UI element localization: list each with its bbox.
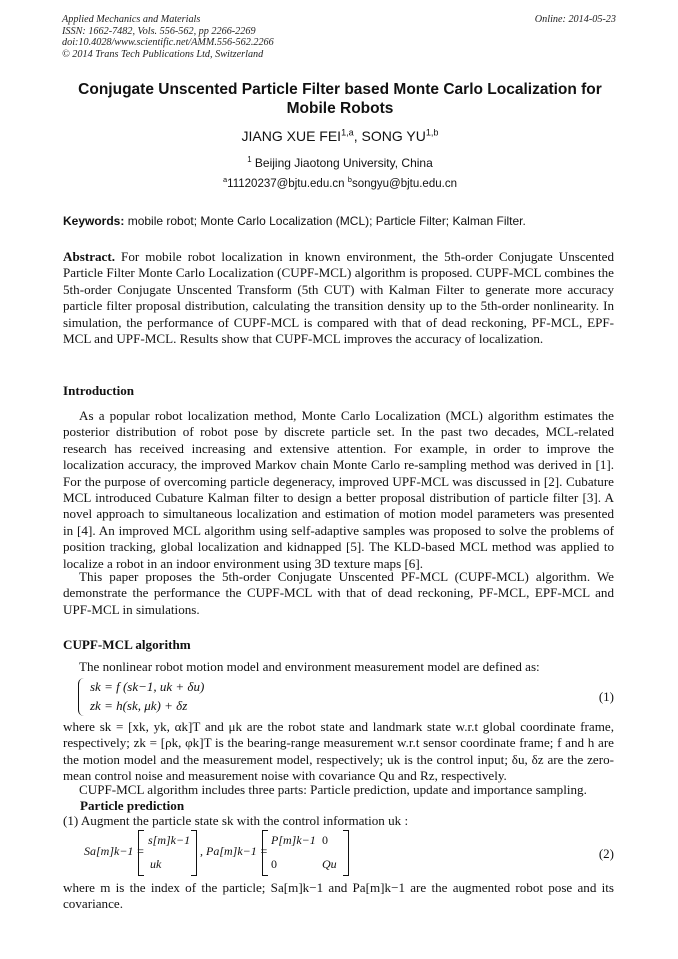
intro-paragraph-2: This paper proposes the 5th-order Conjugate Unscented PF-MCL (CUPF-MCL) algorithm. We demonstrate the performance the CUPF-MCL with that of dead reckoning, PF-MCL, EPF-MCL and UPF-MCL in simulations. bbox=[63, 569, 614, 617]
journal-header bbox=[62, 14, 616, 60]
equation-1-number: (1) bbox=[598, 689, 614, 704]
abstract-label: Abstract. bbox=[63, 249, 115, 264]
title-line-1: Conjugate Unscented Particle Filter based Monte Carlo Localization for bbox=[78, 81, 602, 98]
equation-2-p12: 0 bbox=[322, 833, 328, 847]
author-2-sup: 1,b bbox=[425, 127, 439, 138]
equation-2-P: , Pa[m]k−1 = bbox=[200, 844, 268, 858]
equation-2-s-entry: s[m]k−1 bbox=[148, 833, 191, 847]
online-date: Online: 2014-05-23 bbox=[534, 14, 616, 25]
affiliation-sup: 1 bbox=[247, 155, 252, 164]
step-1-text: (1) Augment the particle state sk with the control information uk : bbox=[63, 813, 409, 828]
email-b-sup: b bbox=[347, 175, 352, 185]
cupf-paragraph-2: CUPF-MCL algorithm includes three parts: Particle prediction, update and importance sampling. bbox=[79, 782, 587, 797]
keywords bbox=[63, 214, 623, 228]
emails bbox=[40, 175, 640, 190]
abstract bbox=[63, 249, 614, 347]
affiliation-text: Beijing Jiaotong University, China bbox=[251, 156, 433, 170]
author-2: SONG YU bbox=[361, 128, 426, 144]
paper-title bbox=[40, 80, 640, 118]
email-a-sup: a bbox=[223, 175, 228, 185]
equation-2-number: (2) bbox=[598, 846, 614, 861]
equation-2-S: Sa[m]k−1 = bbox=[84, 844, 145, 858]
equation-2-u-entry: uk bbox=[150, 857, 162, 871]
introduction-heading: Introduction bbox=[63, 383, 135, 398]
author-1-sup: 1,a bbox=[341, 127, 354, 138]
equation-2-p22: Qu bbox=[322, 857, 337, 871]
equation-2-bracket-right-1 bbox=[191, 830, 197, 876]
equation-1-brace bbox=[78, 678, 87, 716]
copyright-line: © 2014 Trans Tech Publications Ltd, Switzerland bbox=[62, 48, 264, 60]
doi-line: doi:10.4028/www.scientific.net/AMM.556-562.2266 bbox=[62, 37, 274, 49]
author-list bbox=[40, 128, 640, 144]
keywords-label: Keywords: bbox=[63, 214, 125, 228]
equation-2-p11: P[m]k−1 bbox=[271, 833, 316, 847]
author-separator: , bbox=[353, 128, 362, 144]
particle-prediction-heading: Particle prediction bbox=[80, 798, 185, 813]
where-paragraph: where sk = [xk, yk, αk]T and μk are the robot state and landmark state w.r.t global coordinate frame, respectively; zk = [ρk, φk]T is the bearing-range measurement w.r.t sensor coordinate frame; f and h are the motion model and the measurement model, respectively; uk is the control input; δu, δz are the zero-mean control noise and measurement noise with covariance Qu and Rz, respectively. bbox=[63, 719, 614, 784]
affiliation bbox=[40, 156, 640, 170]
issn-line: ISSN: 1662-7482, Vols. 556-562, pp 2266-2269 bbox=[62, 25, 256, 37]
author-1: JIANG XUE FEI bbox=[241, 128, 342, 144]
cupf-heading: CUPF-MCL algorithm bbox=[63, 637, 191, 652]
email-a[interactable]: 11120237@bjtu.edu.cn bbox=[227, 178, 345, 190]
last-paragraph: where m is the index of the particle; Sa[m]k−1 and Pa[m]k−1 are the augmented robot pose and its covariance. bbox=[63, 880, 614, 912]
equation-2-p21: 0 bbox=[271, 857, 277, 871]
equation-2-bracket-right-2 bbox=[343, 830, 349, 876]
equation-2-bracket-left-1 bbox=[138, 830, 144, 876]
cupf-paragraph-1: The nonlinear robot motion model and environment measurement model are defined as: bbox=[79, 659, 540, 674]
email-b[interactable]: songyu@bjtu.edu.cn bbox=[351, 178, 457, 190]
abstract-text: For mobile robot localization in known environment, the 5th-order Conjugate Unscented Particle Filter Monte Carlo Localization (CUPF-MCL) algorithm is proposed. CUPF-MCL combines the 5th-order Conjugate Unscented Transform (5th CUT) with Kalman Filter to generate more accuracy particle filter proposal distribution, calculating the transition density up to the 5th-order nonlinearity. In simulation, the performance of CUPF-MCL is compared with that of dead reckoning, PF-MCL, EPF-MCL and UPF-MCL. Results show that CUPF-MCL improves the accuracy of localization. bbox=[63, 249, 614, 347]
equation-2-bracket-left-2 bbox=[262, 830, 268, 876]
intro-paragraph-1: As a popular robot localization method, Monte Carlo Localization (MCL) algorithm estimates the posterior distribution of robot pose by discrete particle set. In the past two decades, MCL-related research has received increasing and extensive attention. For example, in order to improve the localization accuracy, the improved Markov chain Monte Carlo re-sampling method was derived in [1]. For the purpose of overcoming particle degeneracy, improved UPF-MCL was discussed in [2]. Cubature MCL introduced Cubature Kalman filter to design a better proposal distribution of particle filter [3]. A novel approach to simultaneous localization and estimation of motion model parameters was presented in [4]. An improved MCL algorithm using self-adaptive samples was proposed to solve the problems of position tracking, global localization and kidnapped [5]. The KLD-based MCL method was applied to localize a robot in an indoor environment using 3D texture maps [6]. bbox=[63, 408, 614, 571]
keywords-text: mobile robot; Monte Carlo Localization (MCL); Particle Filter; Kalman Filter. bbox=[124, 214, 526, 228]
journal-name: Applied Mechanics and Materials bbox=[62, 14, 201, 25]
title-line-2: Mobile Robots bbox=[286, 100, 394, 117]
equation-1-line-2: zk = h(sk, μk) + δz bbox=[90, 698, 188, 713]
equation-1-line-1: sk = f (sk−1, uk + δu) bbox=[90, 679, 205, 694]
